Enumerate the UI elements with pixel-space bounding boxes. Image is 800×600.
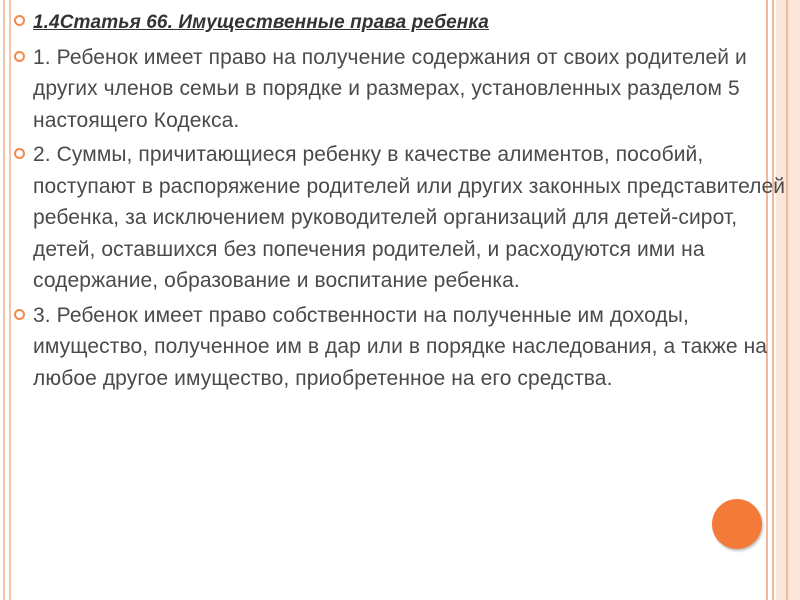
list-item [14,139,789,297]
left-decor-line [3,0,5,600]
slide-heading: 1.4Статья 66. Имущественные права ребенка [33,12,489,33]
paragraph-text: 2. Суммы, причитающиеся ребенку в качестве алиментов, пособий, поступают в распоряжение родителей или других законных представителей ребенка, за исключением руководителей организаций для детей-сирот, детей, оставшихся без попечения родителей, и расходуются ими на содержание, образование и воспитание ребенка. [33,143,786,292]
paragraph-text: 3. Ребенок имеет право собственности на полученные им доходы, имущество, полученное им в дар или в порядке наследования, а также на любое другое имущество, приобретенное на его средства. [33,303,768,390]
slide-content [14,6,789,397]
orange-circle-icon [712,499,762,549]
list-item [14,6,789,39]
list-item [14,300,789,395]
list-item [14,42,789,137]
circle-bullet-icon [14,51,25,62]
circle-bullet-icon [14,309,25,320]
circle-bullet-icon [14,15,25,26]
paragraph-text: 1. Ребенок имеет право на получение содержания от своих родителей и других членов семьи в порядке и размерах, установленных разделом 5 настоящего Кодекса. [33,45,747,132]
left-decor-line [9,0,11,600]
circle-bullet-icon [14,148,25,159]
